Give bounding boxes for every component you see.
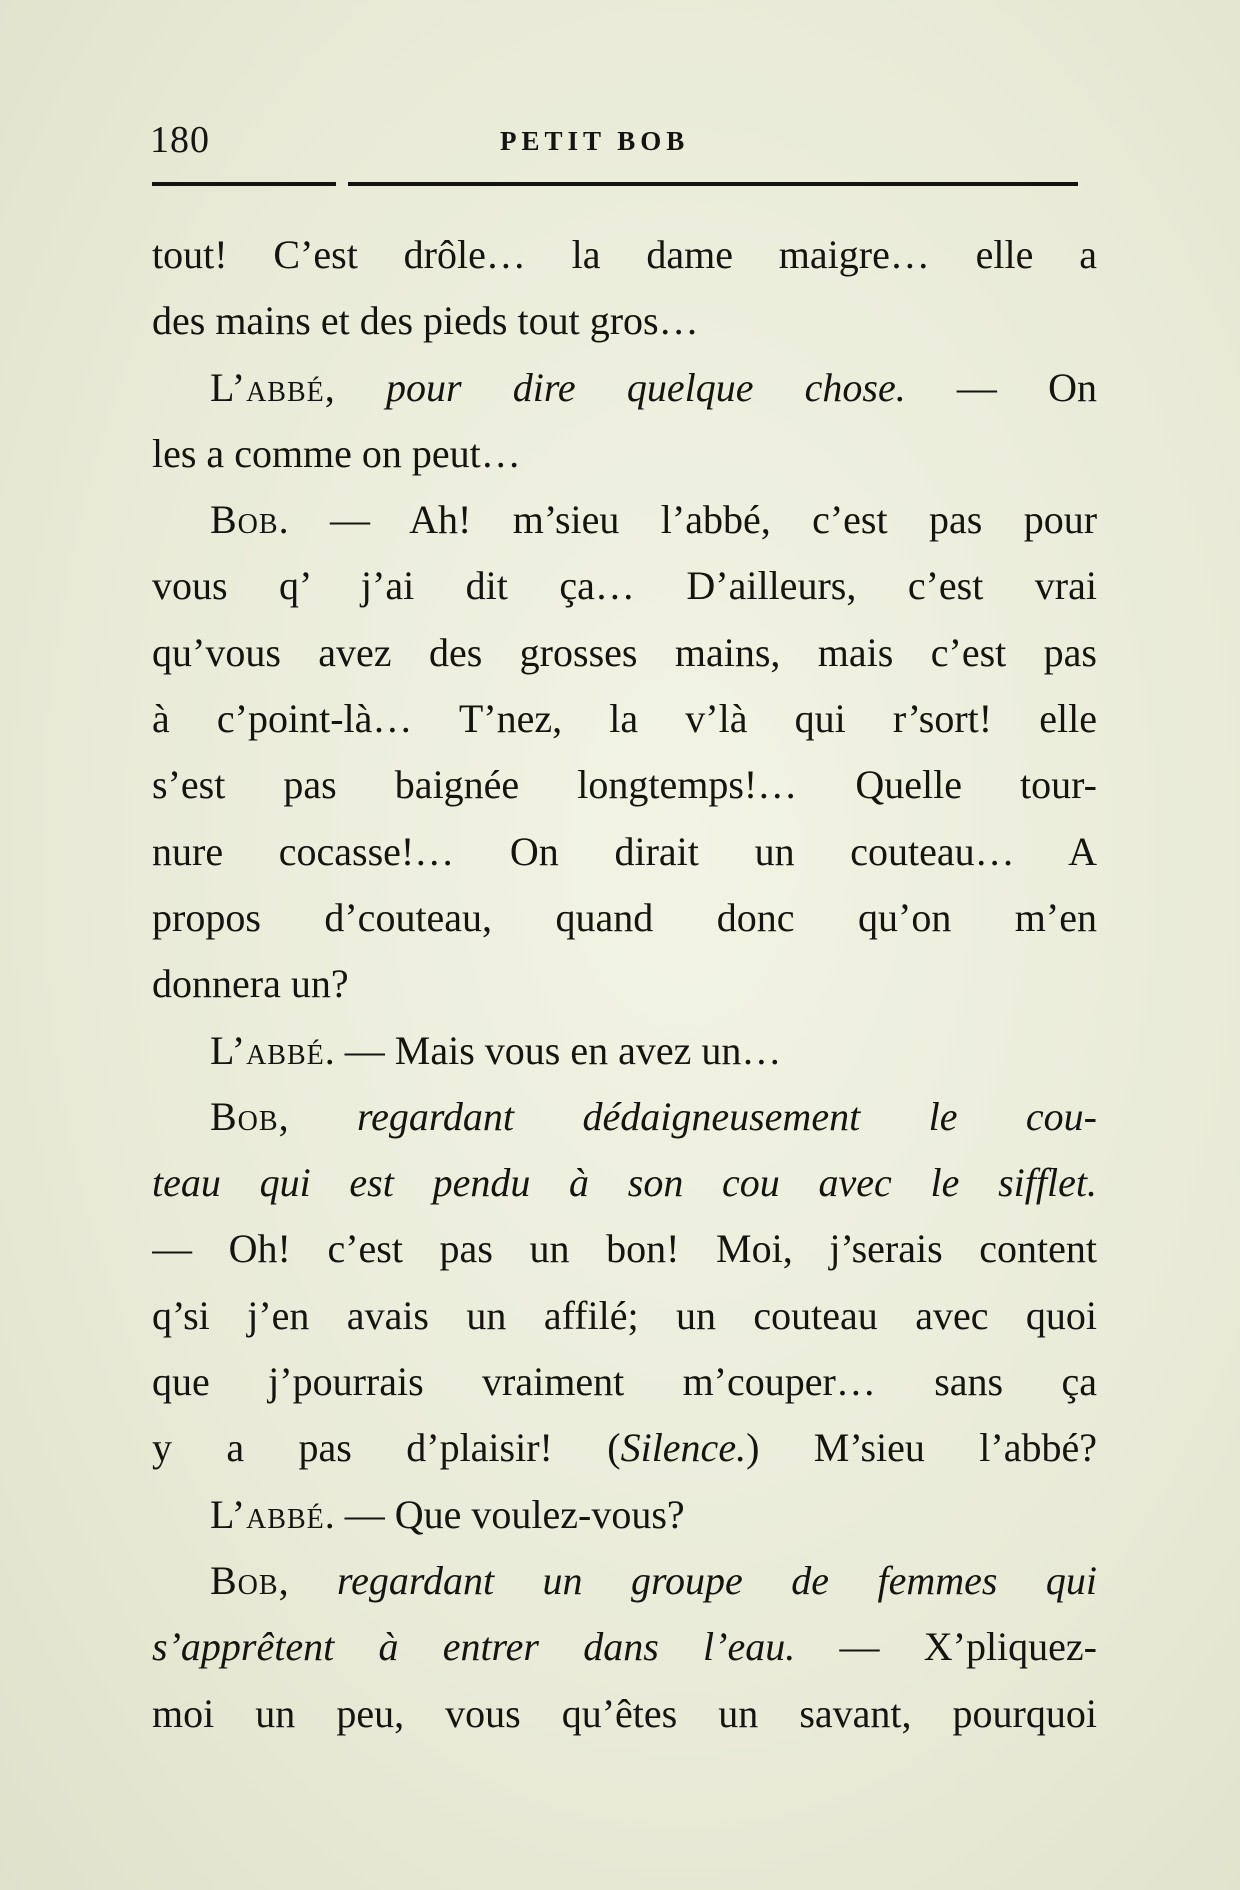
stage-direction: teau qui est pendu à son cou avec le sifflet. [152, 1160, 1097, 1206]
speaker-name: L’abbé [210, 1027, 325, 1073]
text-line: tout! C’est drôle… la dame maigre… elle a [152, 232, 1097, 277]
text-line: les a comme on peut… [152, 430, 521, 476]
text-line: que j’pourrais vraiment m’couper… sans ça [152, 1359, 1097, 1405]
stage-direction: regardant un groupe de femmes qui [337, 1557, 1097, 1603]
text-line: s’apprêtent à entrer dans l’eau. — X’pliquez- [152, 1624, 1097, 1670]
dialogue-line: Bob, regardant un groupe de femmes qui [210, 1557, 1097, 1603]
header-rule-left [152, 182, 336, 186]
page-header [150, 118, 1080, 168]
text-line: q’si j’en avais un affilé; un couteau avec quoi [152, 1292, 1097, 1338]
stage-direction: Silence. [620, 1425, 747, 1471]
speaker-name: Bob [210, 497, 279, 543]
text-line: qu’vous avez des grosses mains, mais c’est pas [152, 629, 1097, 675]
text-line: nure cocasse!… On dirait un couteau… A [152, 828, 1097, 874]
stage-direction: s’apprêtent à entrer dans l’eau. [152, 1624, 796, 1670]
text-line: y a pas d’plaisir! (Silence.) M’sieu l’abbé? [152, 1425, 1097, 1471]
dialogue-line: Bob, regardant dédaigneusement le cou- [210, 1093, 1097, 1139]
page-number: 180 [150, 119, 210, 161]
text-line: s’est pas baignée longtemps!… Quelle tour- [152, 762, 1097, 808]
text-line: — Oh! c’est pas un bon! Moi, j’serais content [152, 1226, 1097, 1272]
text-line: des mains et des pieds tout gros… [152, 298, 699, 344]
stage-direction: pour dire quelque chose. [385, 364, 906, 410]
text-line: à c’point-là… T’nez, la v’là qui r’sort! elle [152, 696, 1097, 742]
dialogue-line: L’abbé. — Mais vous en avez un… [210, 1027, 782, 1073]
text-line: vous q’ j’ai dit ça… D’ailleurs, c’est vrai [152, 563, 1097, 609]
dialogue-line: L’abbé. — Que voulez-vous? [210, 1491, 685, 1537]
speaker-name: Bob [210, 1557, 279, 1603]
dialogue-line: Bob. — Ah! m’sieu l’abbé, c’est pas pour [210, 497, 1097, 543]
speaker-name: L’abbé [210, 1491, 325, 1537]
body-text [152, 222, 1097, 1747]
header-rule-right [348, 182, 1078, 186]
text-line: moi un peu, vous qu’êtes un savant, pourquoi [152, 1690, 1097, 1736]
stage-direction: regardant dédaigneusement le cou- [357, 1093, 1097, 1139]
dialogue-line: L’abbé, pour dire quelque chose. — On [210, 364, 1097, 410]
text-line: donnera un? [152, 961, 349, 1007]
text-line [152, 1150, 1097, 1216]
running-title: PETIT BOB [500, 126, 690, 156]
speaker-name: Bob [210, 1093, 279, 1139]
speaker-name: L’abbé [210, 364, 325, 410]
text-line: propos d’couteau, quand donc qu’on m’en [152, 894, 1097, 940]
